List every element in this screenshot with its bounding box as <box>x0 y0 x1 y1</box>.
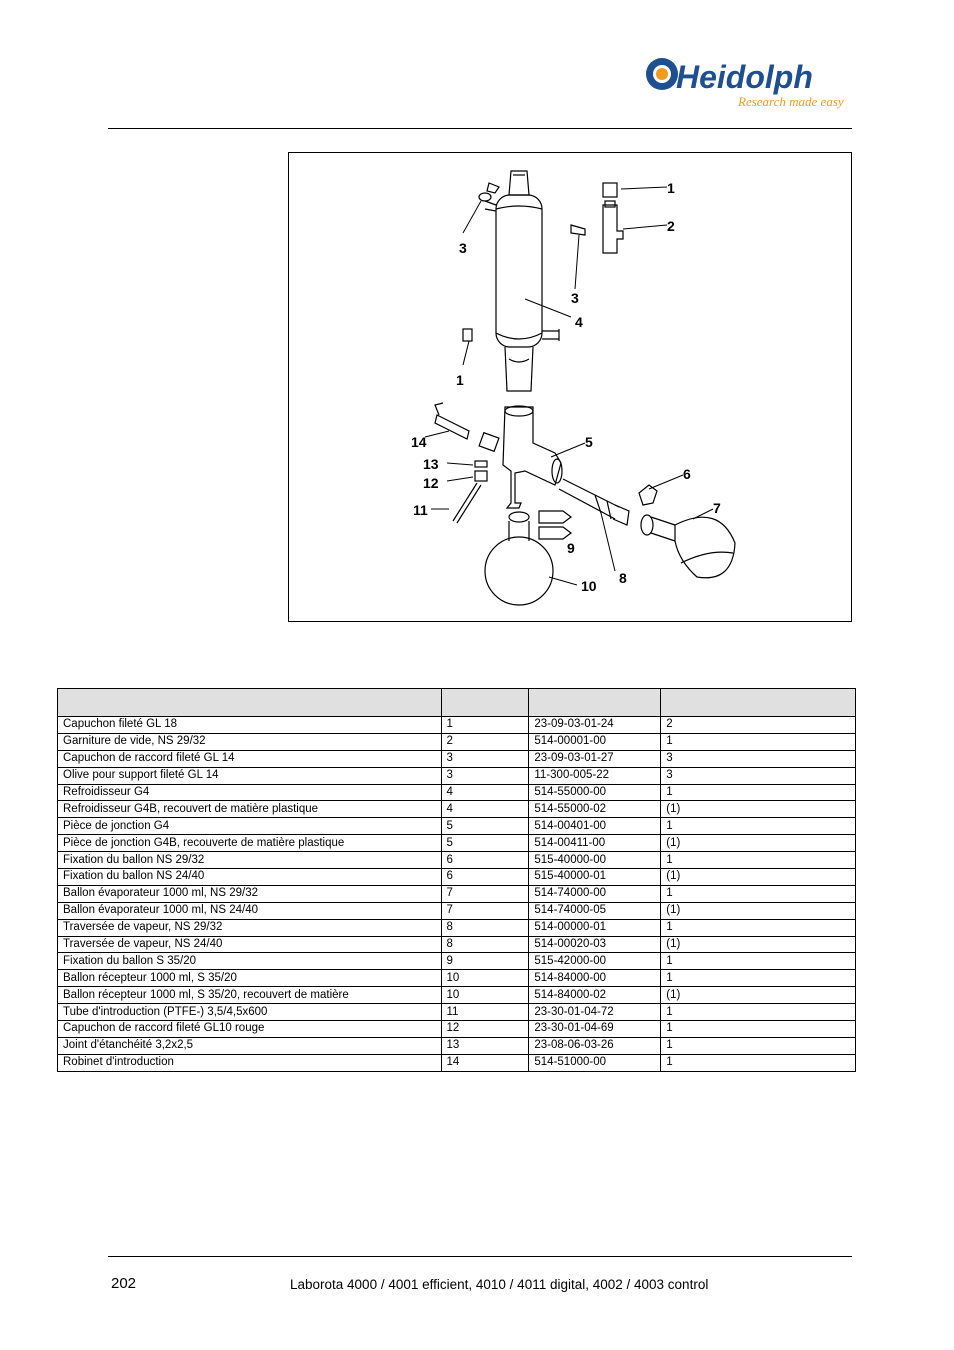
cell-designation: Capuchon de raccord fileté GL 14 <box>58 750 442 767</box>
cell-position: 9 <box>441 953 529 970</box>
cell-position: 2 <box>441 733 529 750</box>
cell-quantity: 1 <box>661 733 856 750</box>
cell-reference: 23-08-06-03-26 <box>529 1037 661 1054</box>
callout-3-right: 3 <box>571 290 579 306</box>
table-row <box>58 1021 856 1038</box>
cell-position: 11 <box>441 1004 529 1021</box>
table-row <box>58 818 856 835</box>
cell-designation: Fixation du ballon NS 29/32 <box>58 852 442 869</box>
inlet-tube <box>453 483 481 523</box>
table-row <box>58 750 856 767</box>
cell-reference: 514-51000-00 <box>529 1054 661 1071</box>
cell-designation: Ballon récepteur 1000 ml, S 35/20, recouvert de matière <box>58 987 442 1004</box>
cell-reference: 23-09-03-01-27 <box>529 750 661 767</box>
cell-designation: Refroidisseur G4B, recouvert de matière plastique <box>58 801 442 818</box>
injection-valve <box>435 415 469 439</box>
condenser <box>496 195 542 347</box>
cell-designation: Pièce de jonction G4B, recouverte de matière plastique <box>58 835 442 852</box>
callout-13: 13 <box>423 456 439 472</box>
table-row <box>58 767 856 784</box>
table-body <box>58 717 856 1072</box>
cell-position: 5 <box>441 835 529 852</box>
cell-reference: 514-00401-00 <box>529 818 661 835</box>
table-row <box>58 953 856 970</box>
header-reference <box>529 689 661 717</box>
cell-designation: Ballon évaporateur 1000 ml, NS 24/40 <box>58 902 442 919</box>
table-row <box>58 1054 856 1071</box>
callout-2: 2 <box>667 218 675 234</box>
receiving-flask-clamp <box>539 511 571 523</box>
cell-quantity: (1) <box>661 987 856 1004</box>
cell-designation: Refroidisseur G4 <box>58 784 442 801</box>
cell-position: 7 <box>441 902 529 919</box>
table-row <box>58 801 856 818</box>
header-position <box>441 689 529 717</box>
table-row <box>58 784 856 801</box>
flask-clamp <box>639 485 657 505</box>
callout-1-left: 1 <box>456 372 464 388</box>
cell-position: 6 <box>441 852 529 869</box>
cell-quantity: 1 <box>661 852 856 869</box>
cell-position: 5 <box>441 818 529 835</box>
cell-quantity: 1 <box>661 1037 856 1054</box>
table-row <box>58 1004 856 1021</box>
callout-11: 11 <box>413 502 428 518</box>
callout-6: 6 <box>683 466 691 482</box>
cell-reference: 23-09-03-01-24 <box>529 717 661 734</box>
cell-reference: 514-84000-00 <box>529 970 661 987</box>
cell-reference: 515-42000-00 <box>529 953 661 970</box>
cell-designation: Capuchon fileté GL 18 <box>58 717 442 734</box>
table-row <box>58 902 856 919</box>
cell-position: 10 <box>441 987 529 1004</box>
cell-reference: 514-00001-00 <box>529 733 661 750</box>
callout-1-right: 1 <box>667 180 675 196</box>
header-designation <box>58 689 442 717</box>
table-header-row <box>58 689 856 717</box>
table-row <box>58 987 856 1004</box>
cell-designation: Ballon récepteur 1000 ml, S 35/20 <box>58 970 442 987</box>
exploded-diagram <box>288 152 852 622</box>
table-row <box>58 717 856 734</box>
callout-10: 10 <box>581 578 597 594</box>
cell-position: 10 <box>441 970 529 987</box>
cell-position: 6 <box>441 869 529 886</box>
receiving-flask <box>485 537 553 605</box>
vacuum-seal <box>603 205 623 253</box>
callout-3-left: 3 <box>459 240 467 256</box>
cell-designation: Capuchon de raccord fileté GL10 rouge <box>58 1021 442 1038</box>
callout-5: 5 <box>585 434 593 450</box>
cell-quantity: (1) <box>661 801 856 818</box>
nut-3-left <box>479 193 491 201</box>
cell-quantity: 1 <box>661 1004 856 1021</box>
header-quantity <box>661 689 856 717</box>
cap-1-left <box>463 329 472 341</box>
cell-position: 4 <box>441 801 529 818</box>
cell-designation: Fixation du ballon S 35/20 <box>58 953 442 970</box>
callout-9: 9 <box>567 540 575 556</box>
table-row <box>58 852 856 869</box>
table-row <box>58 835 856 852</box>
threaded-cap-12 <box>475 471 487 481</box>
cell-position: 12 <box>441 1021 529 1038</box>
cell-position: 8 <box>441 936 529 953</box>
cell-quantity: 1 <box>661 784 856 801</box>
cell-designation: Robinet d'introduction <box>58 1054 442 1071</box>
callout-12: 12 <box>423 475 439 491</box>
sealing-ring <box>475 461 487 467</box>
cell-designation: Pièce de jonction G4 <box>58 818 442 835</box>
table-row <box>58 919 856 936</box>
callout-8: 8 <box>619 570 627 586</box>
cell-designation: Garniture de vide, NS 29/32 <box>58 733 442 750</box>
cell-position: 4 <box>441 784 529 801</box>
cell-reference: 23-30-01-04-72 <box>529 1004 661 1021</box>
cell-reference: 11-300-005-22 <box>529 767 661 784</box>
cell-position: 8 <box>441 919 529 936</box>
footer-title: Laborota 4000 / 4001 efficient, 4010 / 4011 digital, 4002 / 4003 control <box>290 1277 709 1292</box>
table-row <box>58 733 856 750</box>
cell-quantity: (1) <box>661 835 856 852</box>
cell-reference: 515-40000-00 <box>529 852 661 869</box>
cell-reference: 514-00020-03 <box>529 936 661 953</box>
cell-reference: 514-74000-05 <box>529 902 661 919</box>
cell-position: 1 <box>441 717 529 734</box>
cell-position: 7 <box>441 885 529 902</box>
cell-reference: 514-74000-00 <box>529 885 661 902</box>
table-row <box>58 869 856 886</box>
cell-reference: 515-40000-01 <box>529 869 661 886</box>
cap-1-right <box>603 183 617 197</box>
header-rule <box>108 128 852 129</box>
connection-piece <box>503 407 561 508</box>
cell-reference: 23-30-01-04-69 <box>529 1021 661 1038</box>
cell-reference: 514-55000-02 <box>529 801 661 818</box>
cell-designation: Fixation du ballon NS 24/40 <box>58 869 442 886</box>
footer-rule <box>108 1256 852 1257</box>
cell-designation: Joint d'étanchéité 3,2x2,5 <box>58 1037 442 1054</box>
callout-7: 7 <box>713 500 721 516</box>
cell-position: 13 <box>441 1037 529 1054</box>
cell-quantity: 3 <box>661 750 856 767</box>
cell-quantity: 3 <box>661 767 856 784</box>
table-row <box>58 936 856 953</box>
cell-designation: Tube d'introduction (PTFE-) 3,5/4,5x600 <box>58 1004 442 1021</box>
spare-parts-table <box>57 688 856 1072</box>
cell-quantity: 1 <box>661 919 856 936</box>
cell-position: 14 <box>441 1054 529 1071</box>
svg-text:Heidolph: Heidolph <box>676 59 813 95</box>
cell-designation: Traversée de vapeur, NS 29/32 <box>58 919 442 936</box>
cell-quantity: 1 <box>661 1021 856 1038</box>
cell-quantity: 1 <box>661 818 856 835</box>
cell-designation: Olive pour support fileté GL 14 <box>58 767 442 784</box>
cell-reference: 514-00000-01 <box>529 919 661 936</box>
cell-quantity: 1 <box>661 1054 856 1071</box>
cell-quantity: 2 <box>661 717 856 734</box>
cell-reference: 514-55000-00 <box>529 784 661 801</box>
heidolph-logo <box>640 50 856 114</box>
cell-quantity: 1 <box>661 885 856 902</box>
callout-14: 14 <box>411 434 427 450</box>
evaporating-flask <box>675 517 735 578</box>
table-row <box>58 1037 856 1054</box>
page-number: 202 <box>111 1275 137 1292</box>
cell-reference: 514-84000-02 <box>529 987 661 1004</box>
cell-designation: Ballon évaporateur 1000 ml, NS 29/32 <box>58 885 442 902</box>
cell-quantity: 1 <box>661 953 856 970</box>
cell-reference: 514-00411-00 <box>529 835 661 852</box>
cell-position: 3 <box>441 750 529 767</box>
table-row <box>58 970 856 987</box>
cell-quantity: (1) <box>661 936 856 953</box>
cell-position: 3 <box>441 767 529 784</box>
cell-quantity: (1) <box>661 902 856 919</box>
cell-designation: Traversée de vapeur, NS 24/40 <box>58 936 442 953</box>
cell-quantity: 1 <box>661 970 856 987</box>
svg-text:Research made easy: Research made easy <box>738 94 844 109</box>
cell-quantity: (1) <box>661 869 856 886</box>
table-row <box>58 885 856 902</box>
callout-4: 4 <box>575 314 583 330</box>
